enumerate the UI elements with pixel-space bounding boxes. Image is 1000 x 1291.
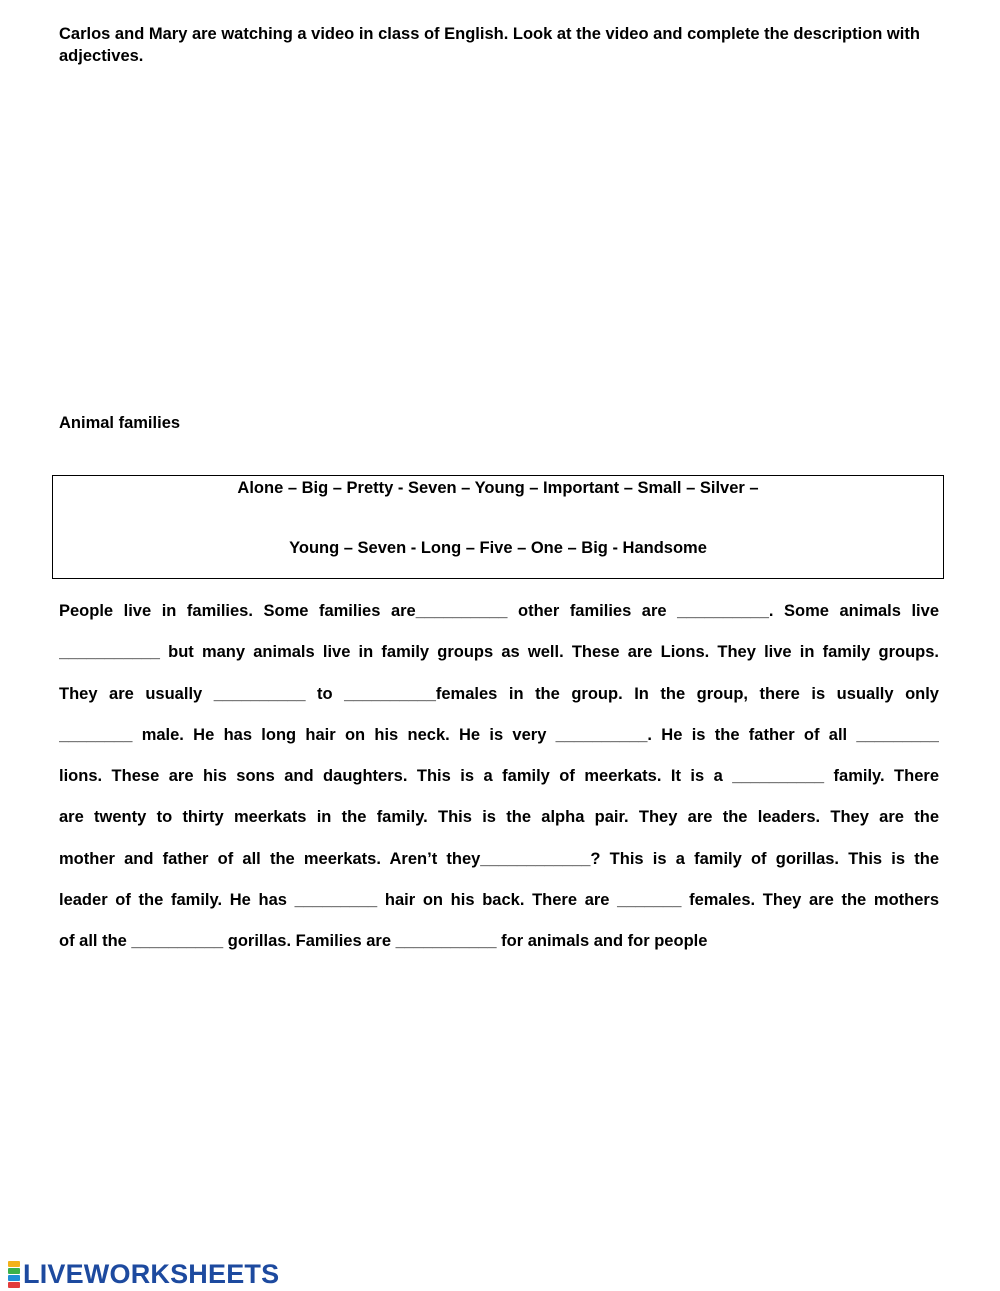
logo-block-icon [8, 1261, 20, 1267]
passage-line: leader of the family. He has _________ hair on his back. There are _______ females. They are the mothers [59, 891, 939, 910]
passage [59, 598, 939, 970]
passage-line: They are usually __________ to __________females in the group. In the group, there is usually only [59, 684, 939, 703]
logo-mark-icon [8, 1261, 20, 1288]
logo-block-icon [8, 1275, 20, 1281]
passage-line: People live in families. Some families are__________ other families are __________. Some animals live [59, 602, 939, 620]
passage-line: lions. These are his sons and daughters. This is a family of meerkats. It is a __________ family. There [59, 767, 939, 786]
passage-line-last: of all the __________ gorillas. Families are ___________ for animals and for people [59, 932, 708, 951]
passage-line: ___________ but many animals live in family groups as well. These are Lions. They live in family groups. [59, 643, 939, 662]
word-bank-line-2: Young – Seven - Long – Five – One – Big - Handsome [289, 539, 707, 557]
liveworksheets-logo [8, 1260, 279, 1288]
passage-line: mother and father of all the meerkats. Aren’t they____________? This is a family of gorillas. This is the [59, 849, 939, 868]
passage-line: are twenty to thirty meerkats in the family. This is the alpha pair. They are the leaders. They are the [59, 808, 939, 827]
passage-line: ________ male. He has long hair on his neck. He is very __________. He is the father of all _________ [59, 725, 939, 744]
logo-block-icon [8, 1282, 20, 1288]
logo-block-icon [8, 1268, 20, 1274]
instructions-text: Carlos and Mary are watching a video in class of English. Look at the video and complete the description with adjectives. [59, 25, 920, 65]
section-title: Animal families [59, 414, 181, 432]
logo-text: LIVEWORKSHEETS [23, 1258, 280, 1289]
word-bank-line-1: Alone – Big – Pretty - Seven – Young – Important – Small – Silver – [237, 479, 759, 497]
word-bank-box [52, 475, 944, 579]
